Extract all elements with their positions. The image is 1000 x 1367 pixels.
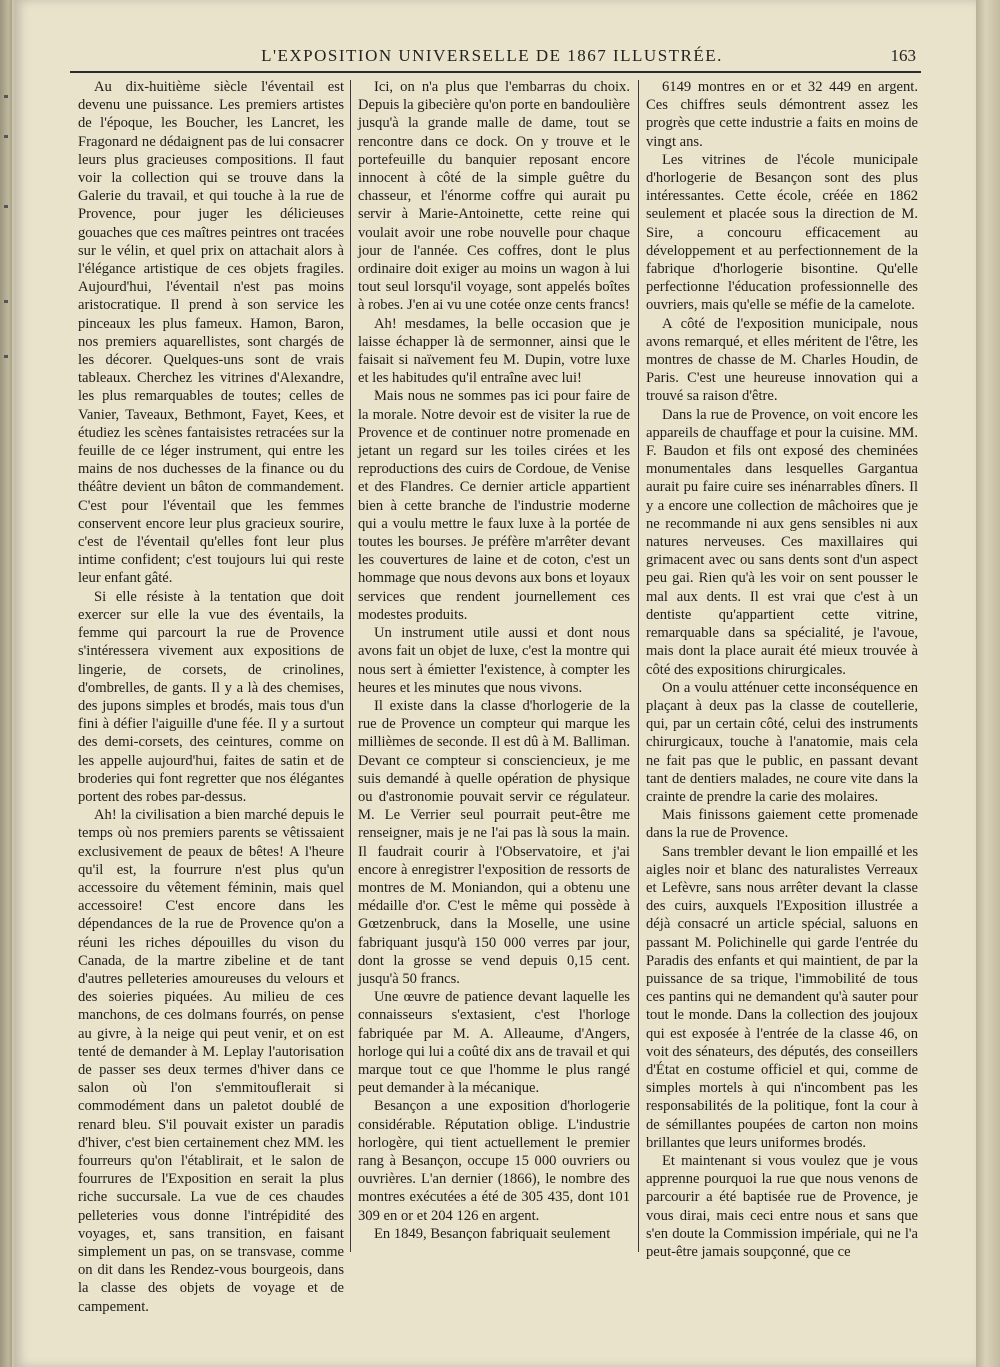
column-divider xyxy=(350,80,351,1252)
column-divider xyxy=(638,80,639,1252)
paragraph: A côté de l'exposition municipale, nous avons remarqué, et elles méritent de l'être, les montres de chasse de M. Charles Houdin, de Paris. C'est une heureuse innovation qui a trouvé sa raison d'être. xyxy=(646,315,918,405)
adjacent-page-mark xyxy=(4,95,8,98)
paragraph: 6149 montres en or et 32 449 en argent. Ces chiffres seuls démontrent assez les progrès que cette industrie a faits en moins de vingt ans. xyxy=(646,79,918,150)
text-column-1 xyxy=(78,78,344,1316)
text-column-3 xyxy=(646,78,918,1261)
paragraph: En 1849, Besançon fabriquait seulement xyxy=(374,1225,611,1242)
paragraph: Il existe dans la classe d'horlogerie de la rue de Provence un compteur qui marque les millièmes de seconde. Il est dû à M. Balliman. Devant ce compteur si consciencieux, je me suis demandé à quelle opération de physique ou d'astronomie pouvait servir ce régulateur. M. Le Verrier seul pourrait peut-être me renseigner, mais je ne l'ai pas là sous la main. Il faudrait courir à l'Observatoire, et j'ai encore à enregistrer l'exposition de ressorts de montres de M. Moniandon, qui a obtenu une médaille d'or. C'est le même qui possède à Gœtzenbruck, dans la Moselle, une usine fabriquant jusqu'à 150 000 verres par jour, dont la grosse se vend depuis 0,15 cent. jusqu'à 50 francs. xyxy=(358,697,630,987)
adjacent-page-edge xyxy=(0,0,12,1367)
adjacent-page-mark xyxy=(4,300,8,303)
page-edge xyxy=(976,0,1000,1367)
adjacent-page-mark xyxy=(4,205,8,208)
paragraph: On a voulu atténuer cette inconséquence en plaçant à deux pas la classe de coutellerie, qui, par un certain côté, celui des instruments chirurgicaux, touche à l'anatomie, mais cela ne fait pas que le public, en passant devant tant de dentiers malades, ne coure vite dans la crainte de prendre la carie des molaires. xyxy=(646,679,918,805)
page-header xyxy=(62,42,922,68)
page-number: 163 xyxy=(890,46,916,65)
paragraph: Un instrument utile aussi et dont nous avons fait un objet de luxe, c'est la montre qui nous sert à émietter l'existence, à compter les heures et les minutes que nous vivons. xyxy=(358,625,630,696)
publication-title: L'EXPOSITION UNIVERSELLE DE 1867 ILLUSTRÉE. xyxy=(261,46,723,65)
paragraph: Et maintenant si vous voulez que je vous apprenne pourquoi la rue que nous venons de parcourir a été baptisée rue de Provence, je vous dirai, mais ceci entre nous et sans que s'en doute la Commission impériale, qui ne l'a peut-être jamais soupçonné, que ce xyxy=(646,1152,918,1260)
paragraph: Si elle résiste à la tentation que doit exercer sur elle la vue des éventails, la femme qui parcourt la rue de Provence s'intéressera vivement aux expositions de lingerie, de corsets, de crinolines, d'ombrelles, de gants. Il y a là des chemises, des jupons simples et brodés, mais tous d'un fini à défier l'aiguille d'une fée. Il y a surtout des demi-corsets, des ceintures, comme on les appelle aujourd'hui, faites de satin et de broderies qui font regretter que nos élégantes portent des robes par-dessus. xyxy=(78,588,344,805)
paragraph: Au dix-huitième siècle l'éventail est devenu une puissance. Les premiers artistes de l'époque, les Boucher, les Lancret, les Fragonard ne dédaignent pas de lui consacrer leurs plus gracieuses compositions. Il faut voir la collection qui se trouve dans la Galerie du travail, et qui touche à la rue de Provence, pour juger les délicieuses gouaches que ces maîtres peintres ont tracées sur le vélin, et quel prix on attachait alors à l'élégance artistique de ces objets fragiles. Aujourd'hui, l'éventail n'est pas moins aristocratique. Il prend à son service les pinceaux les plus fameux. Hamon, Baron, nos premiers aquarellistes, sont chargés de les décorer. Quelques-uns sont de vrais tableaux. Cherchez les vitrines d'Alexandre, les plus remarquables de toutes; celles de Vanier, Taveaux, Bethmont, Fayet, Kees, et étudiez les scènes fantaisistes retracées sur la feuille de ce léger instrument, qui entre les mains de nos duchesses de la finance ou du théâtre devient un bâton de commandement. C'est pour l'éventail que les femmes conservent encore leur plus gracieux sourire, c'est de l'éventail qu'elles font leur plus intime confident; c'est toujours lui qui reste leur enfant gâté. xyxy=(78,79,344,587)
adjacent-page-mark xyxy=(4,135,8,138)
paragraph: Ah! la civilisation a bien marché depuis le temps où nos premiers parents se vêtissaient exclusivement de peaux de bêtes! A l'heure qu'il est, la fourrure n'est plus qu'un accessoire du vêtement féminin, mais quel accessoire! C'est encore dans les dépendances de la rue de Provence qu'on a réuni les riches dépouilles du vison du Canada, de la martre zibeline et de tant d'autres pelleteries amoureuses du velours et des soieries piquées. Au milieu de ces manchons, de ces dolmans fourrés, on pense au givre, à la neige qui peut venir, et on est tenté de demander à M. Leplay l'autorisation de passer ses deux termes d'hiver dans ce salon où l'on s'emmitouflerait si commodément dans un paletot doublé de renard bleu. S'il pouvait exister un paradis d'hiver, c'est bien certainement chez MM. les fourreurs qu'on l'établirait, et le salon de fourrures de l'Exposition en serait la plus riche succursale. La vue de ces chaudes pelleteries vous donne l'intrépidité des voyages, et, sans transition, en faisant simplement un pas, on se transvase, comme on dit dans les Rendez-vous bourgeois, dans la classe des objets de voyage et de campement. xyxy=(78,807,344,1315)
paragraph: Mais nous ne sommes pas ici pour faire de la morale. Notre devoir est de visiter la rue de Provence et de continuer notre promenade en jetant un regard sur les toiles cirées et les reproductions des cuirs de Cordoue, de Venise et des Flandres. Ce dernier article appartient bien à cette branche de l'industrie moderne qui a voulu mettre le faux luxe à la portée de toutes les bourses. Je préfère m'arrêter devant les couvertures de laine et de coton, c'est un hommage que nous devons aux bons et loyaux services que rendent journellement ces modestes produits. xyxy=(358,388,630,623)
header-rule xyxy=(70,71,921,73)
adjacent-page-mark xyxy=(4,355,8,358)
paragraph: Besançon a une exposition d'horlogerie considérable. Réputation oblige. L'industrie horlogère, qui tient actuellement le premier rang à Besançon, occupe 15 000 ouvriers ou ouvrières. L'an dernier (1866), le nombre des montres exécutées a été de 305 435, dont 101 309 en or et 204 126 en argent. xyxy=(358,1098,630,1224)
paragraph: Dans la rue de Provence, on voit encore les appareils de chauffage et pour la cuisine. MM. F. Baudon et fils ont exposé des cheminées monumentales dans lesquelles Gargantua aurait pu faire cuire ses inénarrables dîners. Il y a encore une collection de mâchoires que je ne recommande ni aux gens sensibles ni aux natures nerveuses. Ces maxillaires qui grimacent avec ou sans dents sont d'un aspect peu gai. Rien qu'à les voir on sent pousser le mal aux dents. Il est vrai que c'est à un dentiste qu'appartient cette vitrine, remarquable dans sa spécialité, je l'avoue, mais dont la place aurait été mieux trouvée à côté des expositions chirurgicales. xyxy=(646,406,918,678)
paragraph: Mais finissons gaiement cette promenade dans la rue de Provence. xyxy=(646,807,918,842)
text-column-2 xyxy=(358,78,630,1243)
paragraph: Ah! mesdames, la belle occasion que je laisse échapper là de sermonner, ainsi que le faisait si naïvement feu M. Dupin, votre luxe et les habitudes qu'il entraîne avec lui! xyxy=(358,315,630,387)
paragraph: Sans trembler devant le lion empaillé et les aigles noir et blanc des naturalistes Verreaux et Lefèvre, sans nous arrêter devant la classe des cuirs, auxquels l'Exposition illustrée a déjà consacré un article spécial, saluons en passant M. Polichinelle qui garde l'entrée du Paradis des enfants et qui maintient, de par la puissance de sa trique, l'immobilité de tous ces pantins qui ne demandent qu'à sauter pour tout le monde. Dans la collection des joujoux qui est exposée à l'entrée de la classe 46, on voit des sénateurs, des députés, des conseillers d'État en costume officiel et qui, comme de simples mortels à qui n'incombent pas les responsabilités de la politique, font la cour à de sémillantes poupées de carton non moins brillantes que leurs uniformes brodés. xyxy=(646,843,918,1151)
paragraph: Ici, on n'a plus que l'embarras du choix. Depuis la gibecière qu'on porte en bandoulière jusqu'à la grande malle de dame, tout se rencontre dans ce dock. On y trouve et le portefeuille du banquier reposant encore innocent à côté de la simple guêtre du chasseur, et l'énorme coffre qui aurait pu servir à Marie-Antoinette, cette reine qui voulait avoir une robe nouvelle pour chaque jour de l'année. Ces coffres, dont le plus ordinaire doit exiger au moins un wagon à lui tout seul lorsqu'il voyage, sont appelés boîtes à robes. J'en ai vu une cotée onze cents francs! xyxy=(358,79,630,314)
paragraph: Les vitrines de l'école municipale d'horlogerie de Besançon sont des plus intéressantes. Cette école, créée en 1862 seulement et placée sous la direction de M. Sire, a concouru efficacement au développement et au perfectionnement de la fabrique d'horlogerie bisontine. Qu'elle perfectionne l'éducation professionnelle des ouvriers, mais qu'elle se méfie de la camelote. xyxy=(646,151,918,314)
paragraph: Une œuvre de patience devant laquelle les connaisseurs s'extasient, c'est l'horloge fabriquée par M. A. Alleaume, d'Angers, horloge qui lui a coûté dix ans de travail et qui marque tout ce que l'homme le plus rangé peut demander à la mécanique. xyxy=(358,989,630,1097)
